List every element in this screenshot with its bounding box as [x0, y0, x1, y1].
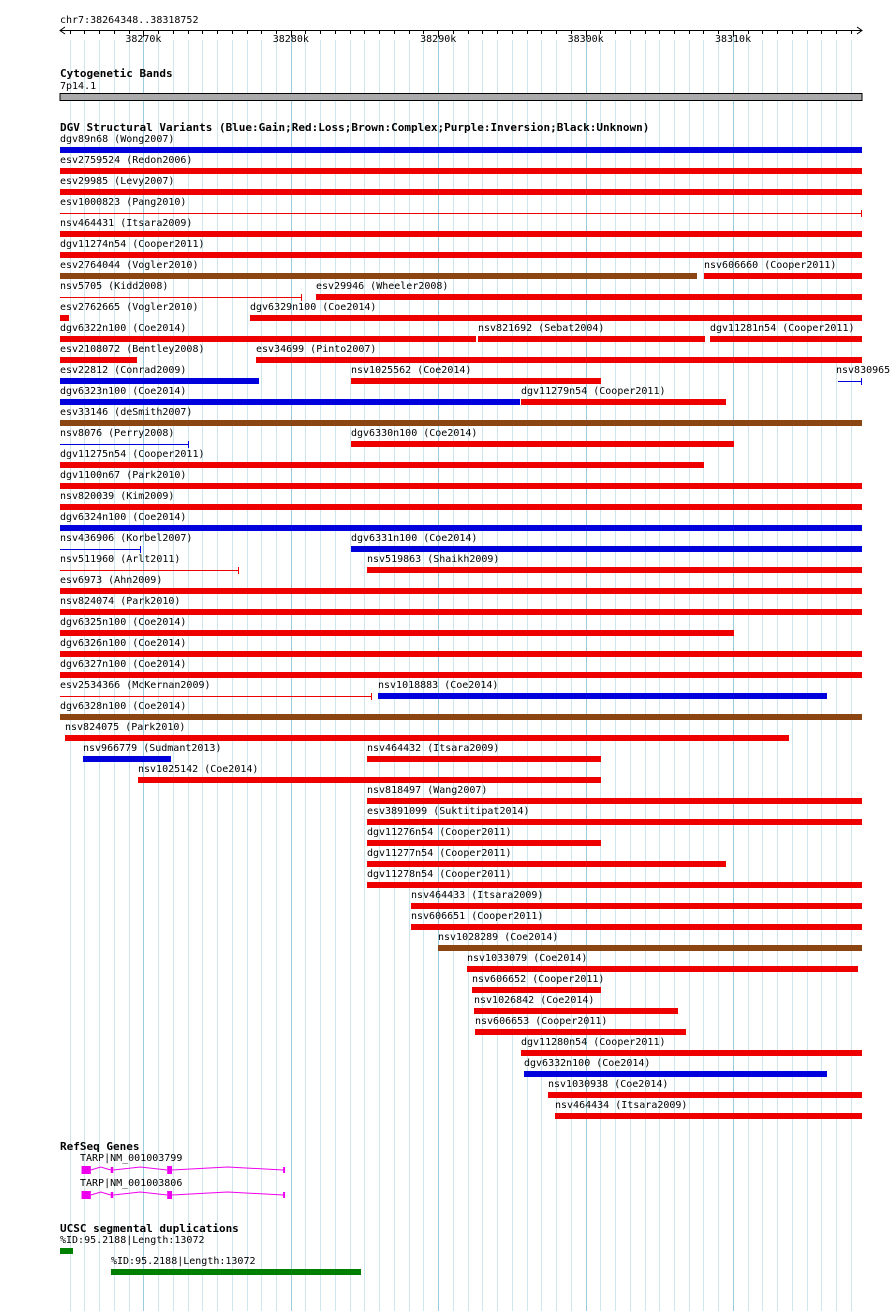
dgv-feature-bar — [478, 336, 705, 342]
dgv-feature-bar — [521, 1050, 862, 1056]
refseq-intron-line — [113, 1192, 167, 1195]
dgv-feature-label: esv33146 (deSmith2007) — [60, 407, 193, 418]
dgv-feature-label: esv2108072 (Bentley2008) — [60, 344, 205, 355]
dgv-feature-bar — [60, 525, 862, 531]
dgv-feature-label: nsv1025562 (Coe2014) — [351, 365, 472, 376]
dgv-feature-bar — [710, 336, 862, 342]
dgv-feature-label: dgv11280n54 (Cooper2011) — [521, 1037, 666, 1048]
dgv-feature-label: nsv821692 (Sebat2004) — [478, 323, 605, 334]
dgv-feature-label: dgv6331n100 (Coe2014) — [351, 533, 478, 544]
dgv-feature-bar — [351, 378, 601, 384]
dgv-feature-label: esv22812 (Conrad2009) — [60, 365, 187, 376]
segdup-bar — [111, 1269, 361, 1275]
dgv-feature-bar — [367, 798, 862, 804]
dgv-feature-label: nsv1026842 (Coe2014) — [474, 995, 595, 1006]
ruler-tick-label: 38310k — [714, 34, 752, 45]
dgv-feature-bar — [60, 609, 862, 615]
dgv-feature-bar — [60, 714, 862, 720]
ruler-tick-label: 38270k — [125, 34, 162, 45]
dgv-feature-label: nsv5705 (Kidd2008) — [60, 281, 169, 292]
dgv-feature-label: esv6973 (Ahn2009) — [60, 575, 163, 586]
dgv-feature-bar — [60, 672, 862, 678]
dgv-feature-label: nsv818497 (Wang2007) — [367, 785, 488, 796]
dgv-feature-bar — [367, 819, 862, 825]
dgv-feature-label: dgv6323n100 (Coe2014) — [60, 386, 187, 397]
refseq-intron-line — [91, 1192, 111, 1195]
segdup-track-title: UCSC segmental duplications — [60, 1222, 239, 1235]
dgv-feature-bar — [411, 924, 862, 930]
dgv-feature-label: nsv606651 (Cooper2011) — [411, 911, 544, 922]
dgv-feature-label: nsv966779 (Sudmant2013) — [83, 743, 222, 754]
refseq-exon — [111, 1167, 114, 1173]
dgv-feature-label: nsv464432 (Itsara2009) — [367, 743, 500, 754]
refseq-exon — [283, 1167, 285, 1173]
dgv-feature-label: dgv6330n100 (Coe2014) — [351, 428, 478, 439]
dgv-feature-label: esv2534366 (McKernan2009) — [60, 680, 211, 691]
dgv-feature-bar — [60, 462, 704, 468]
dgv-feature-label: nsv519863 (Shaikh2009) — [367, 554, 500, 565]
dgv-feature-bar — [65, 735, 789, 741]
dgv-feature-label: dgv11278n54 (Cooper2011) — [367, 869, 512, 880]
dgv-feature-label: dgv6332n100 (Coe2014) — [524, 1058, 651, 1069]
dgv-feature-label: dgv6324n100 (Coe2014) — [60, 512, 187, 523]
dgv-feature-label: esv3891099 (Suktitipat2014) — [367, 806, 530, 817]
dgv-feature-label: dgv1100n67 (Park2010) — [60, 470, 187, 481]
refseq-exon — [167, 1166, 172, 1174]
dgv-feature-label: nsv8076 (Perry2008) — [60, 428, 175, 439]
dgv-feature-bar — [524, 1071, 827, 1077]
dgv-feature-bar — [60, 252, 862, 258]
refseq-exon — [111, 1192, 114, 1198]
dgv-feature-bar — [367, 840, 601, 846]
dgv-feature-label: nsv830965 — [836, 365, 890, 376]
dgv-feature-bar — [60, 357, 137, 363]
dgv-feature-bar — [83, 756, 171, 762]
dgv-feature-bar — [548, 1092, 862, 1098]
dgv-feature-label: nsv1028289 (Coe2014) — [438, 932, 559, 943]
dgv-feature-label: nsv606653 (Cooper2011) — [475, 1016, 608, 1027]
dgv-track-title: DGV Structural Variants (Blue:Gain;Red:Loss;Brown:Complex;Purple:Inversion;Black:Unknown) — [60, 121, 650, 134]
refseq-gene-label: TARP|NM_001003806 — [80, 1178, 183, 1189]
dgv-feature-bar — [316, 294, 862, 300]
dgv-feature-bar — [367, 756, 601, 762]
dgv-feature-label: nsv824074 (Park2010) — [60, 596, 181, 607]
refseq-intron-line — [113, 1167, 167, 1170]
cytoband-label: 7p14.1 — [60, 81, 97, 92]
dgv-feature-bar — [60, 588, 862, 594]
dgv-feature-label: esv29946 (Wheeler2008) — [316, 281, 449, 292]
ruler-region: chr7:38264348..38318752 — [60, 15, 199, 26]
dgv-feature-bar — [438, 945, 862, 951]
dgv-feature-label: dgv11276n54 (Cooper2011) — [367, 827, 512, 838]
dgv-feature-label: dgv11274n54 (Cooper2011) — [60, 239, 205, 250]
refseq-exon — [82, 1166, 91, 1174]
dgv-feature-label: esv29985 (Levy2007) — [60, 176, 175, 187]
dgv-feature-bar — [411, 903, 862, 909]
segdup-bar — [60, 1248, 73, 1254]
dgv-feature-bar — [367, 882, 862, 888]
dgv-feature-bar — [555, 1113, 862, 1119]
dgv-feature-bar — [60, 336, 476, 342]
cytoband-bar — [60, 94, 862, 101]
dgv-feature-bar — [60, 147, 862, 153]
dgv-feature-bar — [60, 504, 862, 510]
segdup-label: %ID:95.2188|Length:13072 — [60, 1235, 205, 1246]
refseq-intron-line — [91, 1167, 111, 1170]
dgv-feature-label: nsv1030938 (Coe2014) — [548, 1079, 669, 1090]
dgv-feature-bar — [60, 189, 862, 195]
dgv-feature-label: nsv606660 (Cooper2011) — [704, 260, 837, 271]
dgv-feature-label: nsv464434 (Itsara2009) — [555, 1100, 688, 1111]
dgv-feature-bar — [60, 420, 862, 426]
refseq-track-title: RefSeq Genes — [60, 1140, 140, 1153]
dgv-feature-bar — [351, 441, 734, 447]
dgv-feature-bar — [60, 651, 862, 657]
dgv-feature-label: nsv1025142 (Coe2014) — [138, 764, 259, 775]
ruler-tick-label: 38290k — [420, 34, 457, 45]
refseq-exon — [82, 1191, 91, 1199]
cytoband-track-title: Cytogenetic Bands — [60, 67, 173, 80]
dgv-feature-bar — [60, 168, 862, 174]
dgv-feature-label: dgv6328n100 (Coe2014) — [60, 701, 187, 712]
dgv-feature-bar — [474, 1008, 678, 1014]
dgv-feature-label: esv2759524 (Redon2006) — [60, 155, 193, 166]
dgv-feature-label: dgv89n68 (Wong2007) — [60, 134, 175, 145]
dgv-feature-label: nsv820039 (Kim2009) — [60, 491, 175, 502]
dgv-feature-bar — [367, 861, 726, 867]
dgv-feature-label: dgv6329n100 (Coe2014) — [250, 302, 377, 313]
dgv-feature-bar — [367, 567, 862, 573]
dgv-feature-label: dgv11277n54 (Cooper2011) — [367, 848, 512, 859]
dgv-feature-label: esv2764044 (Vogler2010) — [60, 260, 199, 271]
dgv-feature-bar — [60, 483, 862, 489]
dgv-feature-label: nsv824075 (Park2010) — [65, 722, 186, 733]
refseq-exon — [167, 1191, 172, 1199]
dgv-feature-label: esv34699 (Pinto2007) — [256, 344, 377, 355]
dgv-feature-label: nsv464433 (Itsara2009) — [411, 890, 544, 901]
dgv-feature-label: dgv11275n54 (Cooper2011) — [60, 449, 205, 460]
dgv-feature-label: nsv606652 (Cooper2011) — [472, 974, 605, 985]
dgv-feature-bar — [60, 378, 259, 384]
dgv-feature-bar — [60, 315, 69, 321]
dgv-feature-label: dgv6327n100 (Coe2014) — [60, 659, 187, 670]
refseq-exon — [283, 1192, 285, 1198]
ruler-tick-label: 38280k — [272, 34, 309, 45]
refseq-gene-label: TARP|NM_001003799 — [80, 1153, 183, 1164]
dgv-feature-label: dgv11279n54 (Cooper2011) — [521, 386, 666, 397]
dgv-feature-bar — [256, 357, 862, 363]
dgv-feature-label: nsv1018883 (Coe2014) — [378, 680, 499, 691]
dgv-feature-label: esv1000823 (Pang2010) — [60, 197, 187, 208]
dgv-feature-label: nsv1033079 (Coe2014) — [467, 953, 588, 964]
dgv-feature-bar — [475, 1029, 686, 1035]
dgv-feature-label: dgv11281n54 (Cooper2011) — [710, 323, 855, 334]
refseq-intron-line — [172, 1167, 283, 1170]
dgv-feature-label: esv2762665 (Vogler2010) — [60, 302, 199, 313]
dgv-feature-bar — [521, 399, 726, 405]
dgv-feature-label: nsv436906 (Korbel2007) — [60, 533, 193, 544]
dgv-feature-bar — [472, 987, 601, 993]
dgv-feature-bar — [138, 777, 601, 783]
dgv-feature-bar — [467, 966, 858, 972]
dgv-feature-label: nsv511960 (Arlt2011) — [60, 554, 181, 565]
dgv-feature-bar — [704, 273, 862, 279]
dgv-feature-label: dgv6326n100 (Coe2014) — [60, 638, 187, 649]
ruler-tick-label: 38300k — [567, 34, 604, 45]
dgv-feature-bar — [351, 546, 862, 552]
dgv-feature-bar — [250, 315, 862, 321]
dgv-feature-bar — [60, 399, 520, 405]
segdup-label: %ID:95.2188|Length:13072 — [111, 1256, 256, 1267]
dgv-feature-bar — [378, 693, 827, 699]
dgv-feature-label: dgv6325n100 (Coe2014) — [60, 617, 187, 628]
refseq-intron-line — [172, 1192, 283, 1195]
dgv-feature-label: nsv464431 (Itsara2009) — [60, 218, 193, 229]
dgv-feature-bar — [60, 231, 862, 237]
dgv-feature-bar — [60, 630, 734, 636]
dgv-feature-bar — [60, 273, 697, 279]
dgv-feature-label: dgv6322n100 (Coe2014) — [60, 323, 187, 334]
